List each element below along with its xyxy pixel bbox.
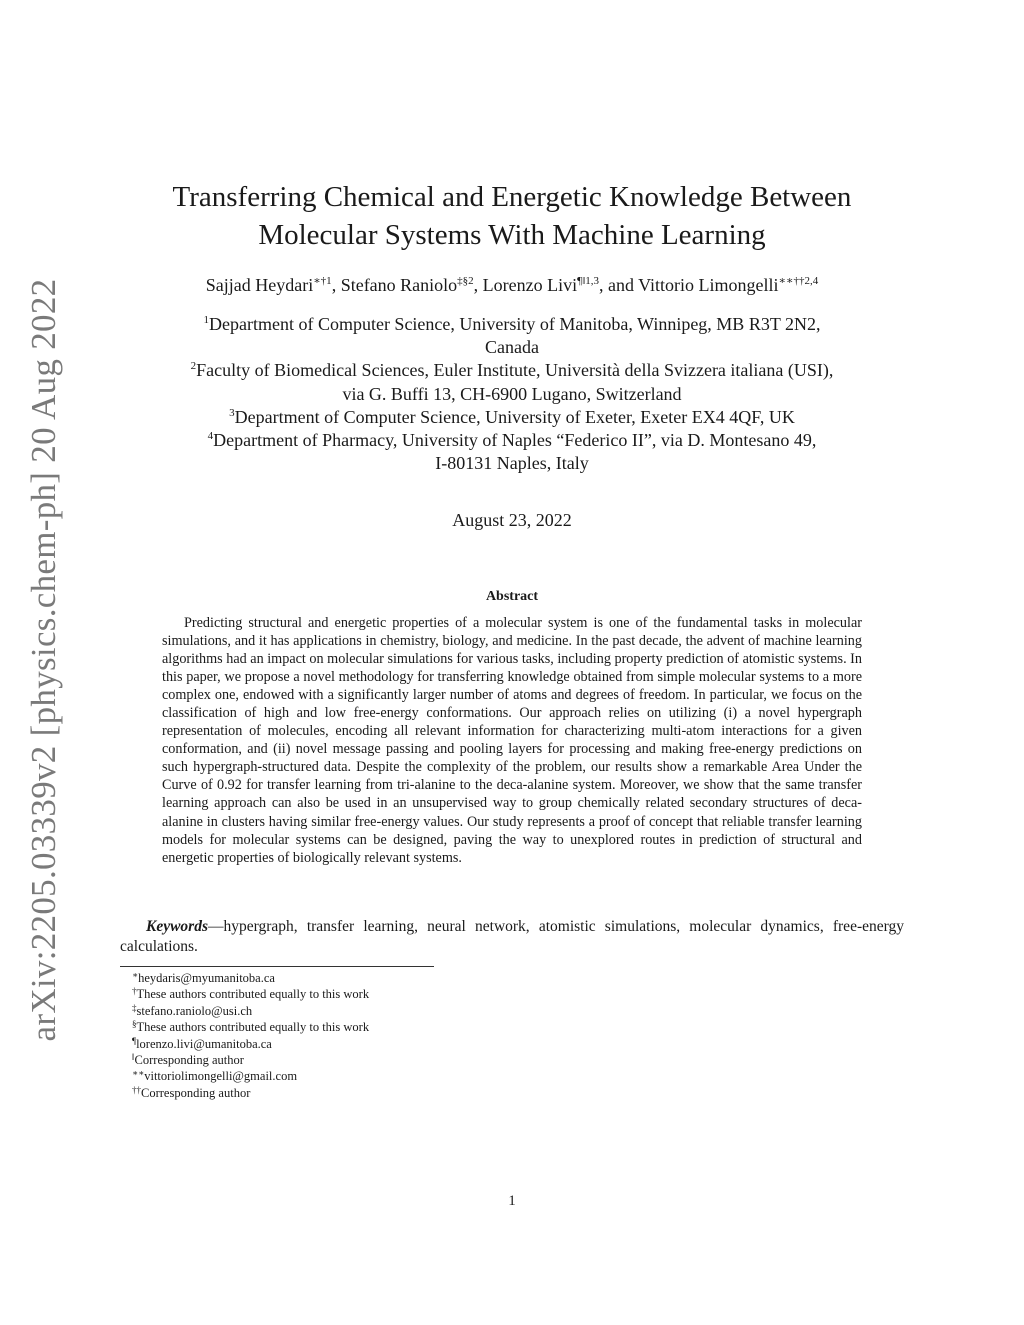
page-number: 1 [508, 1193, 516, 1209]
affiliation-list [120, 313, 904, 475]
affiliation-4 [120, 429, 904, 452]
author-marks: ¶‖1,3 [577, 275, 599, 287]
arxiv-identifier-stamp: arXiv:2205.03339v2 [physics.chem-ph] 20 Aug 2022 [24, 278, 63, 1042]
footnote-mark: †† [132, 1084, 141, 1095]
author-marks: ∗∗††2,4 [778, 275, 819, 287]
affiliation-3 [120, 406, 904, 429]
author-marks: ‡§2 [457, 275, 474, 287]
affiliation-text: Department of Pharmacy, University of Naples “Federico II”, via D. Montesano 49, [213, 430, 817, 451]
footnote-divider [120, 966, 434, 967]
title-line-1: Transferring Chemical and Energetic Knowledge Between [172, 181, 852, 213]
footnote-text: These authors contributed equally to this work [136, 1020, 370, 1035]
footnote-item [132, 1003, 732, 1019]
publication-date: August 23, 2022 [452, 510, 572, 530]
author-separator: , [331, 275, 341, 295]
affiliation-1-continued: Canada [485, 337, 539, 358]
author-name: Vittorio Limongelli [638, 275, 779, 295]
affiliation-mark: 2 [190, 360, 197, 373]
footnote-item [132, 1085, 732, 1101]
affiliation-2-continued: via G. Buffi 13, CH-6900 Lugano, Switzerland [342, 383, 682, 404]
author-name: Stefano Raniolo [340, 275, 458, 295]
keywords-text: —hypergraph, transfer learning, neural network, atomistic simulations, molecular dynamics, free-energy calculations. [120, 918, 904, 955]
abstract-text: Predicting structural and energetic properties of a molecular system is one of the fundamental tasks in molecular simulations, and it has applications in chemistry, biology, and medicine. In the past decade, the advent of machine learning algorithms had an impact on molecular simulations for various tasks, including property prediction of atomistic systems. In this paper, we propose a novel methodology for transferring knowledge obtained from simple molecular systems to a more complex one, endowed with a significantly larger number of atoms and degrees of freedom. In particular, we focus on the classification of high and low free-energy conformations. Our approach relies on utilizing (i) a novel hypergraph representation of molecules, encoding all relevant information for characterizing multi-atom interactions for a given conformation, and (ii) novel message passing and pooling layers for processing and making free-energy predictions on such hypergraph-structured data. Despite the complexity of the problem, our results show a remarkable Area Under the Curve of 0.92 for transfer learning from tri-alanine to the deca-alanine system. Moreover, we show that the same transfer learning approach can also be used in an unsupervised way to group chemically related secondary structures of deca-alanine in clusters having similar free-energy values. Our study represents a proof of concept that reliable transfer learning models for molecular systems can be designed, paving the way to unexplored routes in prediction of structural and energetic properties of biologically relevant systems. [162, 615, 862, 866]
paper-title [120, 178, 904, 254]
title-line-2: Molecular Systems With Machine Learning [258, 219, 766, 251]
abstract-heading: Abstract [485, 589, 539, 604]
footnote-mark: † [132, 986, 137, 997]
footnote-text: stefano.raniolo@usi.ch [136, 1003, 253, 1018]
affiliation-mark: 1 [203, 314, 209, 326]
footnote-list [132, 970, 732, 1101]
footnote-text: These authors contributed equally to this work [136, 987, 370, 1002]
footnote-item [132, 1019, 732, 1035]
author-name: Sajjad Heydari [205, 275, 314, 295]
author-separator: , [473, 275, 483, 295]
footnote-mark: ∗ [132, 970, 139, 980]
affiliation-text: Faculty of Biomedical Sciences, Euler Institute, Università della Svizzera italiana (USI), [196, 360, 834, 381]
footnote-item [132, 1052, 732, 1068]
footnote-mark: ¶ [132, 1035, 137, 1046]
author-list [120, 272, 904, 298]
footnote-mark: ‖ [132, 1052, 135, 1063]
keywords-label: Keywords [146, 918, 208, 935]
footnote-text: heydaris@myumanitoba.ca [138, 971, 275, 985]
author-marks: ∗†1 [313, 275, 332, 287]
footnote-item [132, 1068, 732, 1084]
affiliation-1 [120, 313, 904, 336]
footnote-item [132, 1036, 732, 1052]
keywords-paragraph [120, 917, 904, 957]
affiliation-mark: 4 [207, 430, 214, 443]
footnote-mark: § [132, 1019, 137, 1030]
footnote-mark: ∗∗ [132, 1068, 145, 1079]
author-separator: , and [598, 275, 639, 295]
footnote-item [132, 970, 732, 986]
affiliation-mark: 3 [229, 406, 235, 419]
affiliation-text: Department of Computer Science, University of Manitoba, Winnipeg, MB R3T 2N2, [208, 314, 821, 334]
footnote-text: vittoriolimongelli@gmail.com [144, 1069, 298, 1084]
footnote-text: Corresponding author [134, 1053, 244, 1068]
footnote-item [132, 986, 732, 1002]
affiliation-text: Department of Computer Science, University of Exeter, Exeter EX4 4QF, UK [234, 406, 795, 427]
author-name: Lorenzo Livi [482, 275, 578, 295]
footnote-text: Corresponding author [141, 1085, 251, 1100]
affiliation-4-continued: I-80131 Naples, Italy [435, 453, 589, 474]
affiliation-2 [120, 359, 904, 382]
footnote-mark: ‡ [132, 1002, 137, 1013]
footnote-text: lorenzo.livi@umanitoba.ca [136, 1036, 272, 1051]
